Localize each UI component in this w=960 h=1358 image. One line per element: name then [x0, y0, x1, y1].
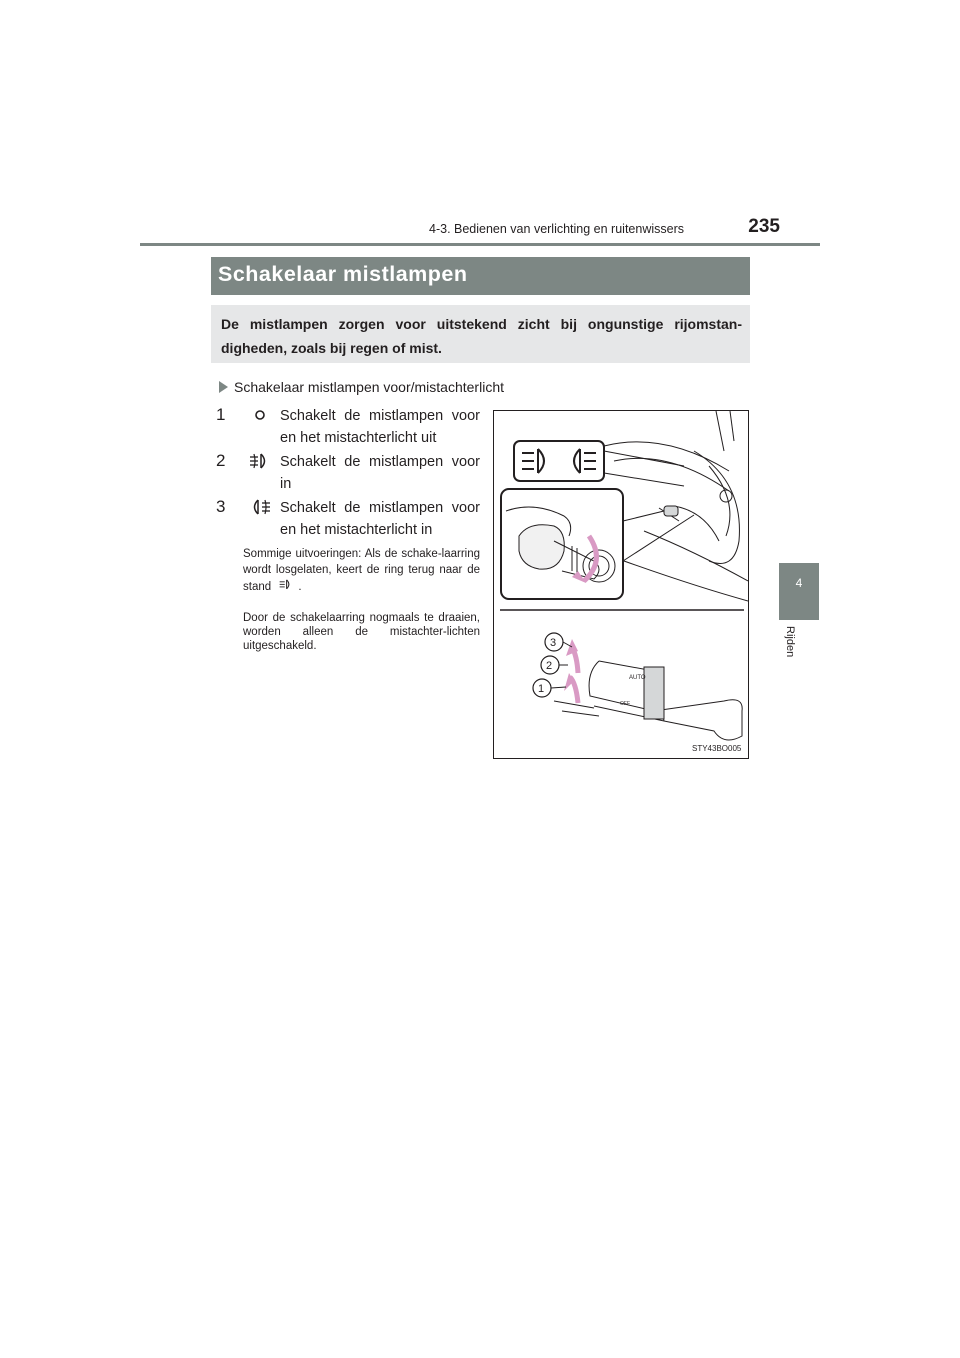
- header-section-title: 4-3. Bedienen van verlichting en ruitenwissers: [429, 222, 684, 236]
- figure-code: STY43BO005: [692, 744, 742, 753]
- switch-label-off: OFF: [620, 701, 630, 707]
- intro-text: De mistlampen zorgen voor uitstekend zicht bij ongunstige rijomstan-digheden, zoals bij regen of mist.: [221, 316, 742, 356]
- callout-2: 2: [546, 660, 553, 672]
- item-number: 3: [216, 497, 226, 516]
- item-number: 2: [216, 451, 226, 470]
- note-return-ring: Sommige uitvoeringen: Als de schake-laarring wordt losgelaten, keert de ring terug naar de stand .: [243, 548, 480, 593]
- fog-lamp-switch-illustration: [494, 411, 748, 758]
- item-text: Schakelt de mistlampen voor en het mistachterlicht in: [280, 500, 480, 538]
- illustration-frame: [493, 410, 749, 759]
- rear-fog-lamp-icon: [246, 497, 274, 519]
- section-title: Schakelaar mistlampen: [218, 262, 468, 286]
- triangle-bullet-icon: [219, 381, 228, 393]
- callout-1: 1: [538, 683, 545, 695]
- chapter-tab-label: Rijden: [784, 626, 796, 658]
- front-fog-lamp-icon: [246, 451, 274, 473]
- switch-label-auto: AUTO: [629, 675, 646, 681]
- off-circle-icon: [246, 405, 274, 427]
- item-text: Schakelt de mistlampen voor in: [280, 454, 480, 492]
- chapter-tab: 4: [779, 563, 819, 620]
- note-rear-fog-off: Door de schakelaarring nogmaals te draaien, worden alleen de mistachter-lichten uitgeschakeld.: [243, 612, 480, 652]
- page-number: 235: [748, 216, 780, 237]
- callout-3: 3: [550, 637, 557, 649]
- item-text: Schakelt de mistlampen voor en het mistachterlicht uit: [280, 408, 480, 446]
- header-divider: [140, 243, 820, 246]
- subheading: Schakelaar mistlampen voor/mistachterlicht: [219, 379, 504, 395]
- item-number: 1: [216, 405, 226, 424]
- front-fog-lamp-icon: [276, 578, 296, 592]
